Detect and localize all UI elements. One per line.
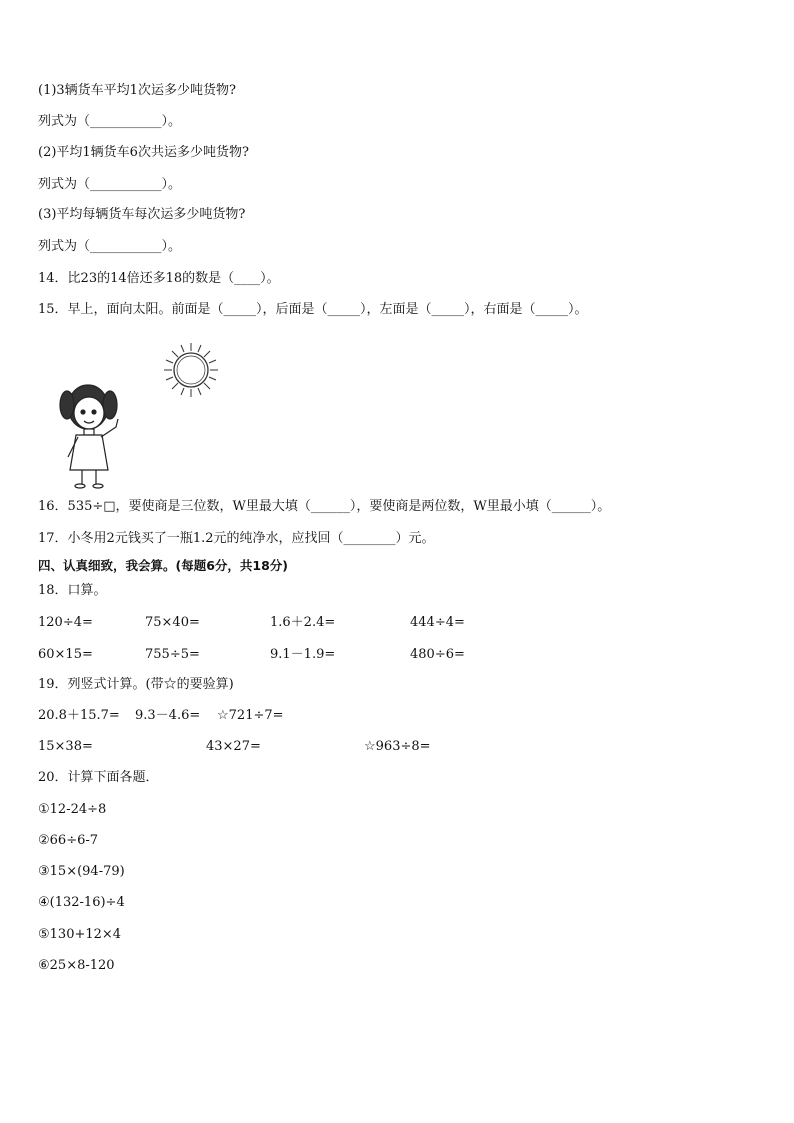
problem-item: ⑥25×8-120	[38, 958, 115, 973]
formula-line-1: 列式为（___________）。	[38, 114, 182, 129]
oral-calc-item: 444÷4=	[410, 615, 465, 630]
girl-and-sun-illustration	[38, 335, 238, 490]
question-14: 14．比23的14倍还多18的数是（____）。	[38, 271, 280, 286]
girl-icon	[60, 385, 118, 488]
problem-item: ⑤130+12×4	[38, 927, 122, 942]
problem-item: ②66÷6-7	[38, 833, 99, 848]
formula-line-3: 列式为（___________）。	[38, 239, 182, 254]
problem-item: ④(132-16)÷4	[38, 895, 125, 910]
oral-calc-item: 60×15=	[38, 647, 93, 662]
problem-item: ①12-24÷8	[38, 802, 107, 817]
vertical-calc-item: 9.3－4.6=	[135, 708, 201, 723]
problem-item: ③15×(94-79)	[38, 864, 125, 879]
oral-calc-item: 480÷6=	[410, 647, 465, 662]
oral-calc-item: 75×40=	[145, 615, 200, 630]
formula-line-2: 列式为（___________）。	[38, 177, 182, 192]
question-15: 15．早上，面向太阳。前面是（_____），后面是（_____），左面是（_____），右面是（_____）。	[38, 302, 588, 317]
section-4-heading: 四、认真细致，我会算。(每题6分，共18分)	[38, 558, 289, 573]
question-13-1: (1)3辆货车平均1次运多少吨货物?	[38, 83, 236, 98]
oral-calc-item: 120÷4=	[38, 615, 93, 630]
question-13-3: (3)平均每辆货车每次运多少吨货物?	[38, 207, 246, 222]
vertical-calc-item: ☆721÷7=	[217, 708, 284, 723]
vertical-calc-item: ☆963÷8=	[364, 739, 431, 754]
vertical-calc-item: 15×38=	[38, 739, 93, 754]
oral-calc-item: 755÷5=	[145, 647, 200, 662]
question-20: 20．计算下面各题．	[38, 770, 159, 785]
sun-icon	[164, 343, 218, 397]
vertical-calc-item: 20.8＋15.7=	[38, 708, 120, 723]
oral-calc-item: 1.6＋2.4=	[270, 615, 336, 630]
question-19: 19．列竖式计算。(带☆的要验算)	[38, 677, 234, 692]
question-18: 18．口算。	[38, 583, 107, 598]
question-17: 17．小冬用2元钱买了一瓶1.2元的纯净水，应找回（________）元。	[38, 531, 435, 546]
question-13-2: (2)平均1辆货车6次共运多少吨货物?	[38, 145, 249, 160]
question-16: 16．535÷□，要使商是三位数，W里最大填（______），要使商是两位数，W里最小填（______）。	[38, 499, 611, 514]
vertical-calc-item: 43×27=	[206, 739, 261, 754]
oral-calc-item: 9.1－1.9=	[270, 647, 336, 662]
